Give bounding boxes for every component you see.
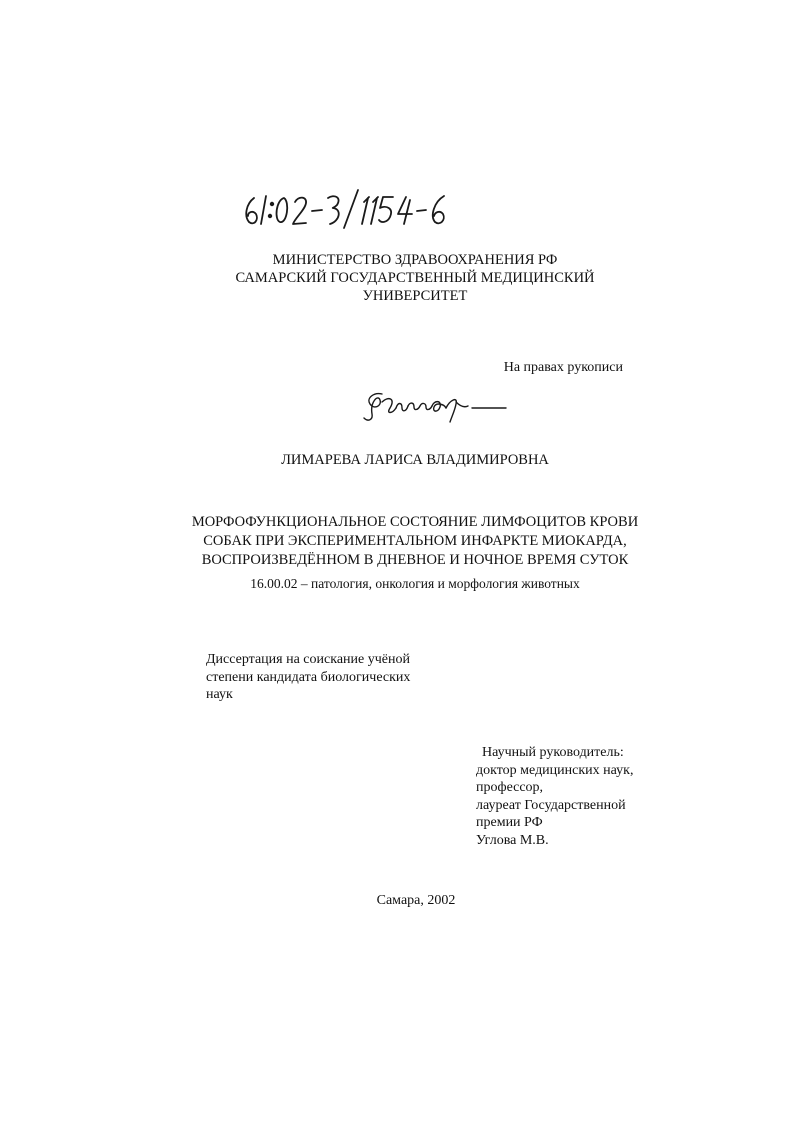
degree-line-1: Диссертация на соискание учёной xyxy=(206,652,410,667)
registry-number-handwriting xyxy=(240,184,460,232)
manuscript-rights-note: На правах рукописи xyxy=(503,360,623,375)
title-line-2: СОБАК ПРИ ЭКСПЕРИМЕНТАЛЬНОМ ИНФАРКТЕ МИОКАРДА, xyxy=(203,533,627,549)
ministry-line-2: САМАРСКИЙ ГОСУДАРСТВЕННЫЙ МЕДИЦИНСКИЙ xyxy=(235,270,595,286)
ministry-header xyxy=(200,251,630,305)
author-signature xyxy=(360,388,510,426)
specialty-code: 16.00.02 – патология, онкология и морфология животных xyxy=(250,576,580,591)
scientific-advisor xyxy=(476,744,676,849)
dissertation-title xyxy=(190,513,640,570)
advisor-line-2: доктор медицинских наук, xyxy=(476,762,634,778)
city-and-year: Самара, 2002 xyxy=(376,893,456,908)
advisor-line-3: профессор, xyxy=(476,780,544,795)
title-line-3: ВОСПРОИЗВЕДЁННОМ В ДНЕВНОЕ И НОЧНОЕ ВРЕМЯ СУТОК xyxy=(201,552,629,568)
advisor-line-1: Научный руководитель: xyxy=(482,745,624,760)
degree-line-3: наук xyxy=(206,687,233,702)
ministry-line-3: УНИВЕРСИТЕТ xyxy=(362,288,468,304)
advisor-line-6: Углова М.В. xyxy=(476,832,549,848)
dissertation-degree-note xyxy=(206,651,426,704)
signature-handwriting xyxy=(360,388,510,426)
author-name: ЛИМАРЕВА ЛАРИСА ВЛАДИМИРОВНА xyxy=(281,452,549,468)
handwritten-registry-number xyxy=(240,184,460,232)
degree-line-2: степени кандидата биологических xyxy=(206,669,411,685)
advisor-line-5: премии РФ xyxy=(476,815,543,830)
ministry-line-1: МИНИСТЕРСТВО ЗДРАВООХРАНЕНИЯ РФ xyxy=(272,252,558,268)
advisor-line-4: лауреат Государственной xyxy=(476,797,626,813)
title-line-1: МОРФОФУНКЦИОНАЛЬНОЕ СОСТОЯНИЕ ЛИМФОЦИТОВ КРОВИ xyxy=(191,514,639,530)
